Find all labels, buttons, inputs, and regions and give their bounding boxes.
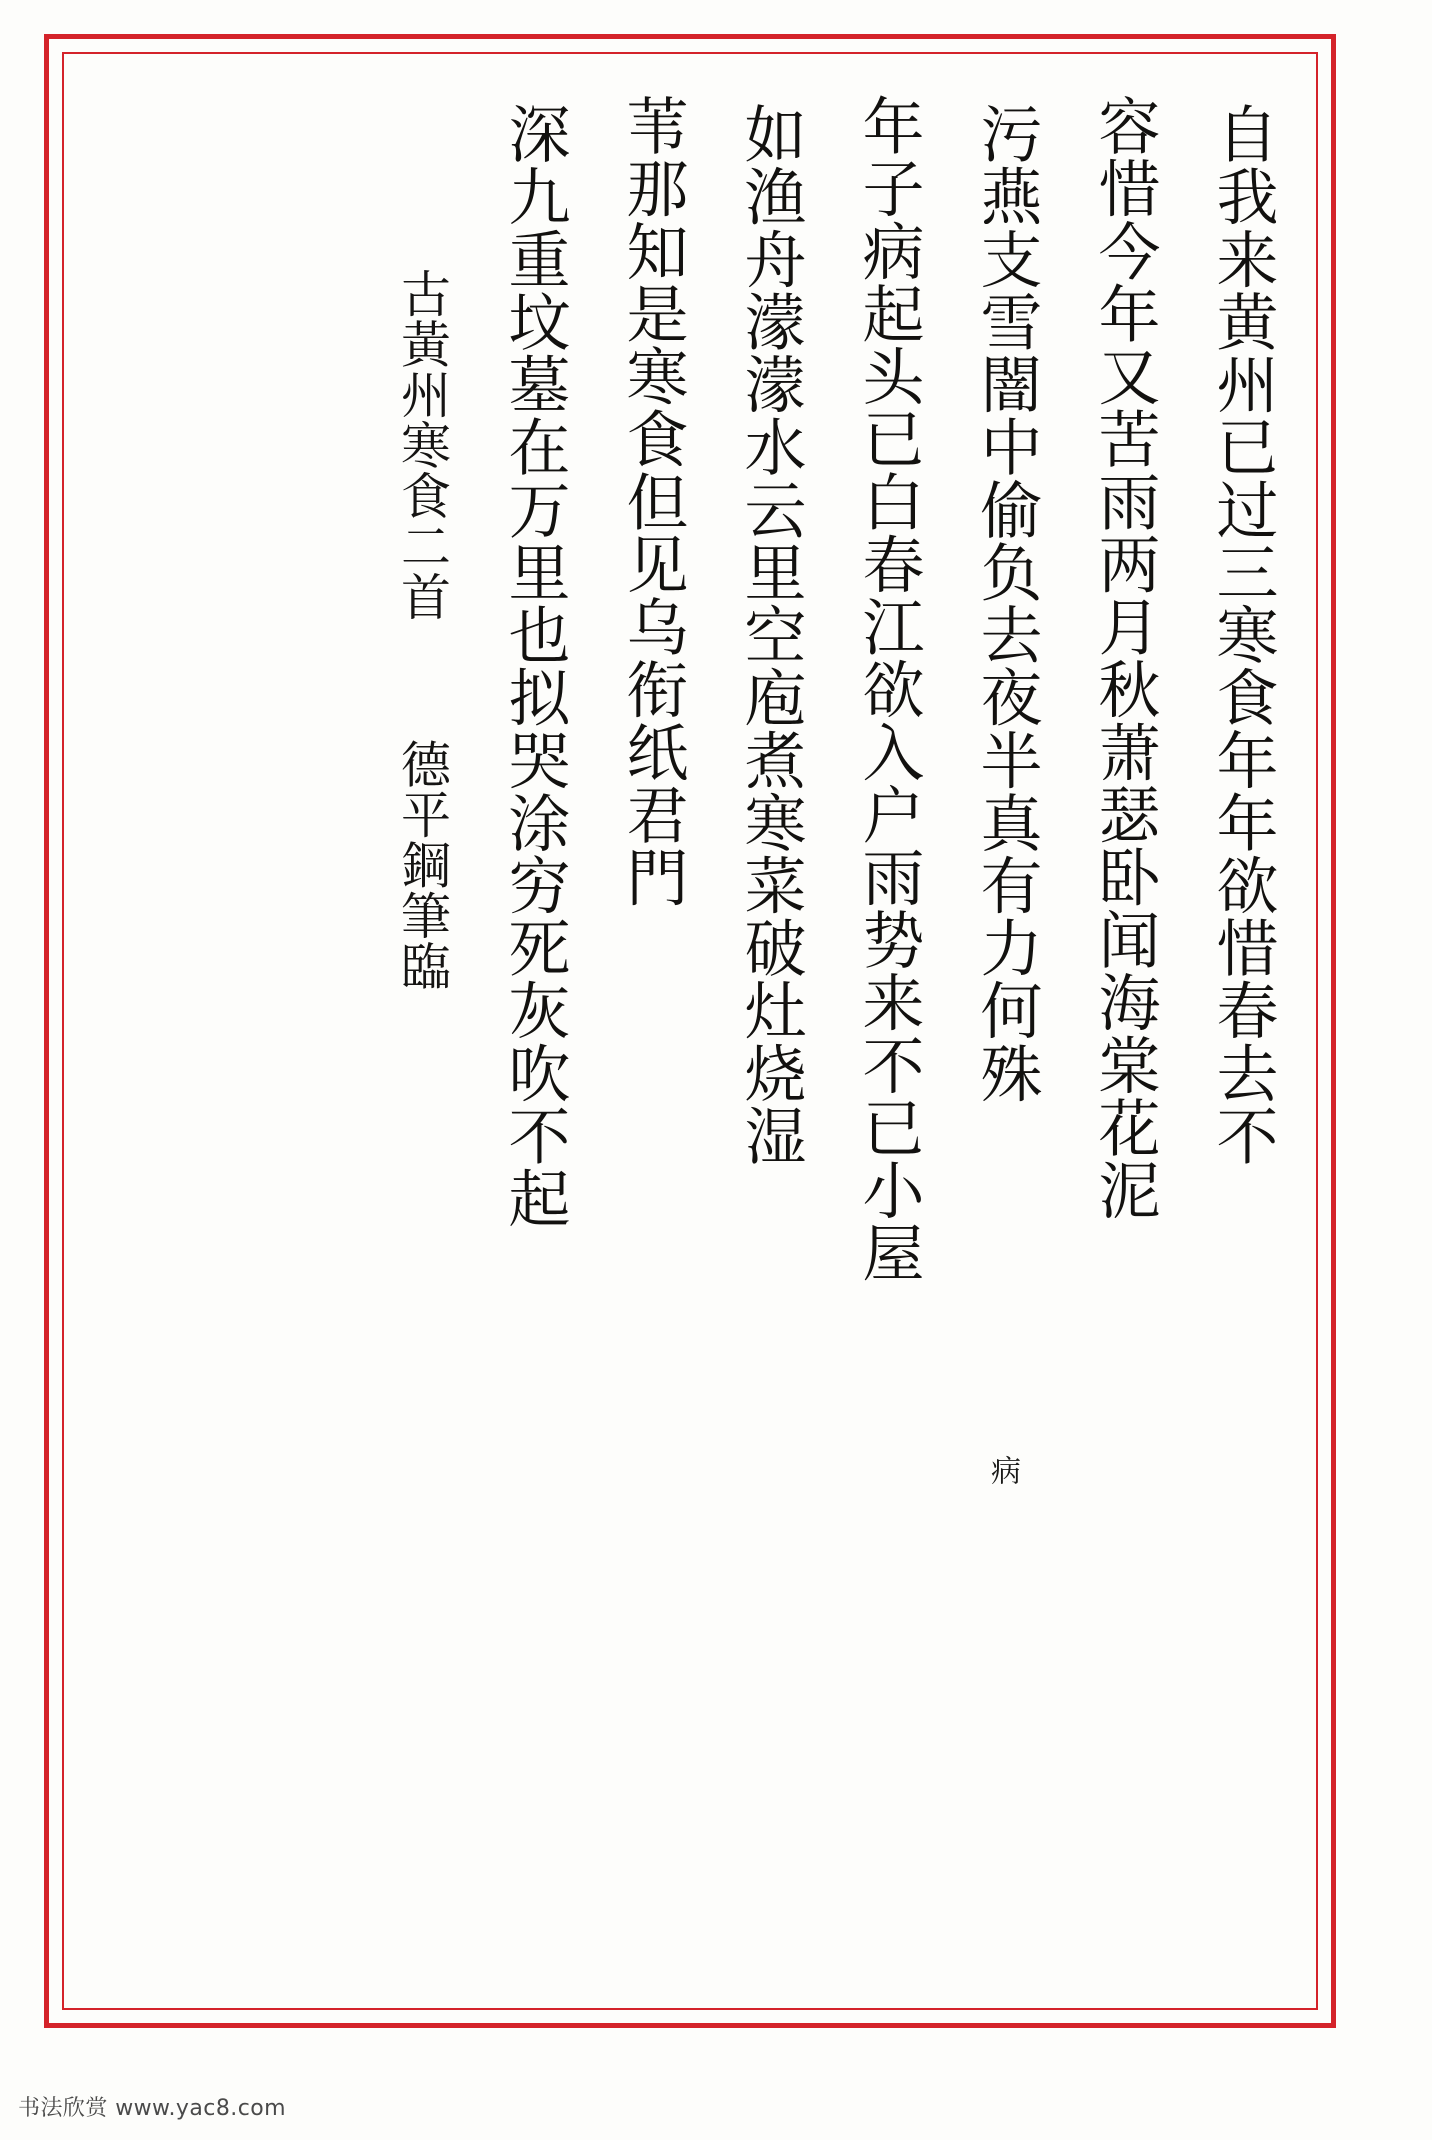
colophon-signature: 古黃州寒食二首 德平鋼筆臨 bbox=[393, 268, 451, 991]
calligraphy-column-3: 污燕支雪闇中偷负去夜半真有力何殊 bbox=[970, 102, 1043, 1104]
inline-annotation-character: 病 bbox=[985, 1455, 1020, 1485]
calligraphy-column-4: 年子病起头已白春江欲入户雨势来不已小屋 bbox=[852, 94, 925, 1284]
calligraphy-column-1: 自我来黄州已过三寒食年年欲惜春去不 bbox=[1206, 102, 1279, 1167]
calligraphy-body bbox=[72, 62, 1308, 2000]
calligraphy-column-6: 苇那知是寒食但见乌衔纸君門 bbox=[616, 94, 689, 909]
calligraphy-column-2: 容惜今年又苦雨两月秋萧瑟卧闻海棠花泥 bbox=[1088, 94, 1161, 1222]
calligraphy-column-7: 深九重坟墓在万里也拟哭涂穷死灰吹不起 bbox=[498, 102, 571, 1230]
site-watermark: 书法欣赏 www.yac8.com bbox=[18, 2096, 286, 2121]
calligraphy-column-5: 如渔舟濛濛水云里空庖煮寒菜破灶烧湿 bbox=[734, 102, 807, 1167]
